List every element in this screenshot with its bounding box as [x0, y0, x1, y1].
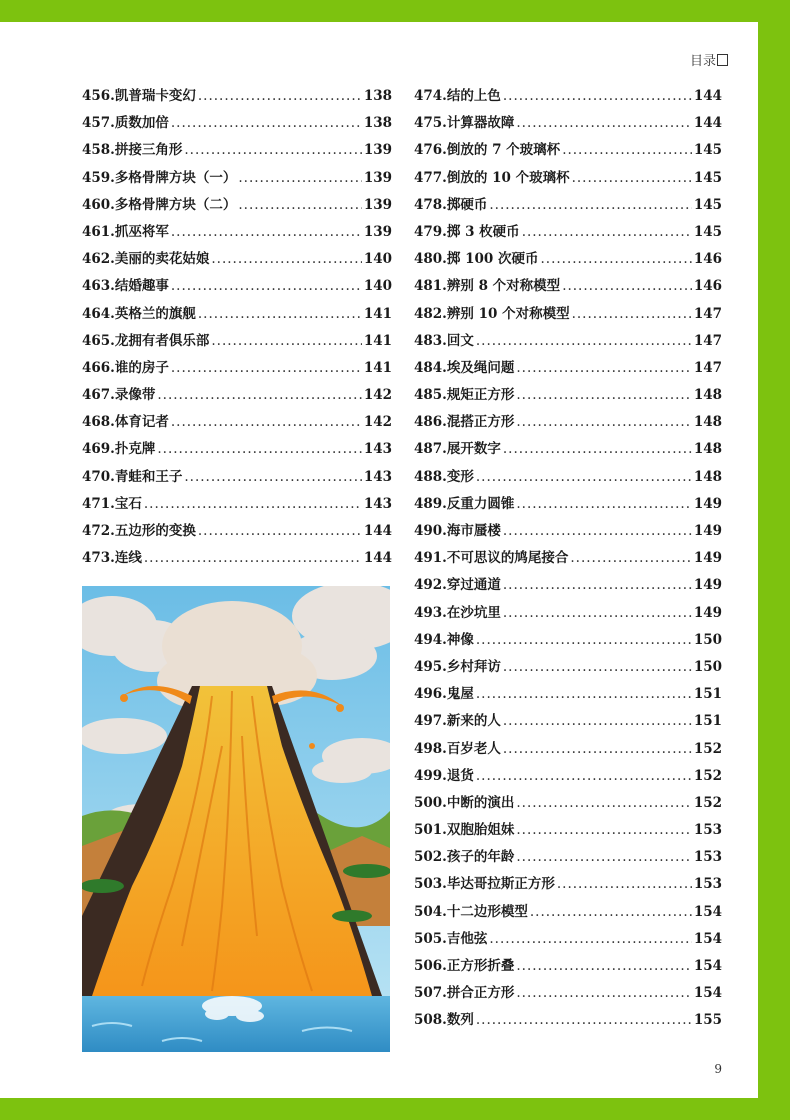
- toc-entry-page: 153: [693, 876, 722, 893]
- toc-entry-page: 150: [693, 631, 722, 648]
- toc-entry[interactable]: [414, 383, 722, 410]
- toc-entry-number: 456.: [82, 88, 115, 104]
- toc-entry-number: 504.: [414, 903, 447, 920]
- toc-leader-dots: [516, 387, 691, 403]
- toc-leader-dots: [516, 115, 691, 131]
- toc-entry-page: 140: [363, 278, 392, 295]
- toc-entry-number: 466.: [82, 359, 115, 376]
- toc-entry-page: 147: [693, 332, 722, 349]
- toc-entry-number: 472.: [82, 523, 115, 539]
- toc-entry[interactable]: [414, 628, 722, 655]
- toc-entry[interactable]: [82, 383, 392, 410]
- toc-leader-dots: [503, 523, 692, 539]
- toc-leader-dots: [171, 224, 362, 240]
- toc-entry-number: 479.: [414, 223, 447, 240]
- toc-leader-dots: [476, 768, 692, 784]
- toc-entry-title: 鬼屋: [446, 686, 474, 703]
- toc-entry-number: 487.: [414, 441, 447, 458]
- toc-leader-dots: [476, 632, 692, 648]
- page: [0, 22, 758, 1098]
- toc-entry-number: 488.: [414, 468, 447, 485]
- toc-entry[interactable]: [414, 546, 722, 573]
- section-header: [690, 50, 728, 69]
- toc-entry-title: 展开数字: [446, 441, 501, 458]
- toc-entry[interactable]: [414, 927, 722, 954]
- toc-entry-page: 154: [693, 958, 722, 974]
- toc-entry-page: 142: [363, 414, 392, 431]
- toc-entry-page: 149: [693, 577, 722, 594]
- toc-entry-page: 152: [693, 740, 722, 757]
- toc-entry[interactable]: [82, 356, 392, 383]
- toc-entry-page: 144: [363, 550, 392, 567]
- toc-entry-page: 144: [693, 115, 722, 132]
- toc-entry-number: 503.: [414, 876, 447, 893]
- toc-entry-title: 抓巫将军: [114, 223, 169, 240]
- toc-entry-number: 506.: [414, 958, 447, 974]
- toc-entry-title: 穿过通道: [446, 577, 501, 594]
- toc-leader-dots: [198, 306, 362, 322]
- toc-entry-number: 458.: [82, 142, 115, 159]
- toc-leader-dots: [476, 469, 692, 485]
- toc-entry[interactable]: [414, 954, 722, 981]
- toc-leader-dots: [503, 605, 692, 621]
- toc-entry-number: 474.: [414, 88, 447, 104]
- toc-entry-number: 465.: [82, 332, 115, 349]
- toc-leader-dots: [572, 306, 692, 322]
- toc-entry-title: 退货: [446, 767, 474, 784]
- toc-entry-page: 141: [363, 332, 392, 349]
- toc-entry-number: 464.: [82, 305, 115, 322]
- toc-leader-dots: [211, 333, 361, 349]
- toc-entry-title: 计算器故障: [446, 115, 515, 132]
- toc-entry[interactable]: [414, 573, 722, 600]
- toc-entry-page: 143: [363, 468, 392, 485]
- toc-leader-dots: [184, 142, 361, 158]
- toc-entry-title: 十二边形模型: [446, 903, 528, 920]
- toc-entry-number: 499.: [414, 767, 447, 784]
- toc-entry-page: 142: [363, 387, 392, 404]
- toc-leader-dots: [171, 360, 362, 376]
- toc-entry-number: 467.: [82, 387, 115, 404]
- toc-entry-page: 149: [693, 550, 722, 567]
- page-number: 9: [714, 1062, 722, 1076]
- toc-leader-dots: [530, 904, 692, 920]
- toc-leader-dots: [516, 360, 691, 376]
- toc-entry-page: 154: [693, 903, 722, 920]
- toc-leader-dots: [562, 278, 692, 294]
- toc-entry-number: 486.: [414, 414, 447, 431]
- toc-entry-number: 457.: [82, 115, 115, 132]
- toc-entry[interactable]: [82, 111, 392, 138]
- toc-entry[interactable]: [82, 546, 392, 573]
- toc-entry-title: 五边形的变换: [114, 523, 196, 539]
- toc-entry[interactable]: [82, 166, 392, 193]
- toc-entry-title: 数列: [446, 1012, 474, 1029]
- toc-entry-title: 正方形折叠: [446, 958, 515, 974]
- toc-entry-page: 151: [693, 686, 722, 703]
- toc-leader-dots: [211, 251, 361, 267]
- toc-leader-dots: [198, 523, 362, 539]
- toc-entry-title: 新来的人: [446, 713, 501, 730]
- toc-entry-number: 489.: [414, 495, 447, 512]
- toc-entry-page: 149: [693, 523, 722, 539]
- toc-entry-number: 481.: [414, 278, 447, 295]
- toc-entry[interactable]: [414, 220, 722, 247]
- toc-entry-title: 混搭正方形: [446, 414, 515, 431]
- toc-entry-number: 501.: [414, 822, 447, 839]
- toc-entry-title: 体育记者: [114, 414, 169, 431]
- toc-entry-title: 拼合正方形: [446, 985, 515, 1002]
- toc-entry-page: 143: [363, 441, 392, 458]
- toc-entry-title: 倒放的 7 个玻璃杯: [446, 142, 561, 159]
- toc-entry-page: 138: [363, 115, 392, 132]
- toc-entry-title: 不可思议的鸠尾接合: [446, 550, 569, 567]
- toc-leader-dots: [516, 958, 691, 974]
- toc-entry-page: 141: [363, 305, 392, 322]
- toc-entry-page: 151: [693, 713, 722, 730]
- toc-entry-number: 468.: [82, 414, 115, 431]
- toc-entry[interactable]: [82, 465, 392, 492]
- bookmark-icon: [717, 54, 728, 66]
- toc-leader-dots: [238, 170, 361, 186]
- toc-entry-page: 145: [693, 142, 722, 159]
- toc-entry[interactable]: [414, 900, 722, 927]
- toc-entry-title: 质数加倍: [114, 115, 169, 132]
- toc-entry-page: 146: [693, 278, 722, 295]
- toc-entry[interactable]: [82, 329, 392, 356]
- toc-entry-number: 470.: [82, 468, 115, 485]
- toc-entry[interactable]: [82, 138, 392, 165]
- toc-entry-page: 149: [693, 495, 722, 512]
- toc-entry[interactable]: [414, 193, 722, 220]
- toc-entry-title: 吉他弦: [446, 930, 488, 947]
- toc-entry-number: 498.: [414, 740, 447, 757]
- toc-entry-title: 连线: [114, 550, 142, 567]
- toc-leader-dots: [171, 115, 362, 131]
- toc-entry-page: 144: [363, 523, 392, 539]
- toc-entry-title: 多格骨牌方块（二）: [114, 196, 237, 213]
- toc-entry-title: 回文: [446, 332, 474, 349]
- toc-leader-dots: [476, 333, 692, 349]
- toc-leader-dots: [503, 577, 692, 593]
- toc-entry[interactable]: [414, 682, 722, 709]
- toc-leader-dots: [503, 741, 692, 757]
- toc-entry[interactable]: [414, 111, 722, 138]
- toc-entry[interactable]: [82, 302, 392, 329]
- toc-entry-number: 463.: [82, 278, 115, 295]
- toc-leader-dots: [184, 469, 361, 485]
- toc-entry-page: 139: [363, 196, 392, 213]
- toc-entry[interactable]: [414, 138, 722, 165]
- toc-entry[interactable]: [414, 737, 722, 764]
- toc-entry-number: 497.: [414, 713, 447, 730]
- toc-entry-title: 录像带: [114, 387, 156, 404]
- toc-entry[interactable]: [414, 981, 722, 1008]
- toc-entry-number: 483.: [414, 332, 447, 349]
- toc-entry-page: 153: [693, 849, 722, 866]
- toc-entry-number: 502.: [414, 849, 447, 866]
- toc-entry[interactable]: [414, 655, 722, 682]
- toc-leader-dots: [489, 197, 691, 213]
- toc-entry-title: 宝石: [114, 495, 142, 512]
- toc-right-column: [414, 84, 722, 1036]
- toc-entry-title: 毕达哥拉斯正方形: [446, 876, 555, 893]
- toc-entry-page: 140: [363, 251, 392, 268]
- toc-leader-dots: [503, 659, 692, 675]
- toc-leader-dots: [476, 686, 692, 702]
- toc-entry[interactable]: [414, 410, 722, 437]
- toc-leader-dots: [557, 876, 692, 892]
- toc-entry-number: 484.: [414, 359, 447, 376]
- toc-entry[interactable]: [414, 601, 722, 628]
- toc-entry-number: 460.: [82, 196, 115, 213]
- toc-entry-title: 多格骨牌方块（一）: [114, 169, 237, 186]
- toc-entry-number: 461.: [82, 223, 115, 240]
- toc-entry-page: 154: [693, 930, 722, 947]
- toc-entry-title: 结的上色: [446, 88, 501, 104]
- toc-entry-number: 477.: [414, 169, 447, 186]
- toc-entry[interactable]: [414, 492, 722, 519]
- toc-entry[interactable]: [414, 465, 722, 492]
- toc-entry-page: 139: [363, 223, 392, 240]
- toc-leader-dots: [516, 496, 691, 512]
- toc-entry-number: 493.: [414, 604, 447, 621]
- toc-entry-number: 462.: [82, 251, 115, 268]
- toc-entry[interactable]: [414, 1008, 722, 1035]
- toc-entry-title: 美丽的卖花姑娘: [114, 251, 210, 268]
- toc-entry[interactable]: [82, 492, 392, 519]
- toc-leader-dots: [516, 795, 691, 811]
- toc-leader-dots: [503, 713, 692, 729]
- toc-entry-page: 138: [363, 88, 392, 104]
- toc-entry[interactable]: [414, 356, 722, 383]
- toc-entry-page: 145: [693, 196, 722, 213]
- toc-entry-page: 148: [693, 387, 722, 404]
- toc-entry[interactable]: [82, 84, 392, 111]
- toc-entry-page: 154: [693, 985, 722, 1002]
- toc-entry-number: 473.: [82, 550, 115, 567]
- toc-leader-dots: [476, 1012, 692, 1028]
- toc-entry-title: 双胞胎姐妹: [446, 822, 515, 839]
- toc-entry-title: 辨别 10 个对称模型: [446, 305, 570, 322]
- toc-leader-dots: [516, 414, 691, 430]
- toc-entry-number: 494.: [414, 631, 447, 648]
- toc-leader-dots: [144, 496, 362, 512]
- toc-entry-title: 凯普瑞卡变幻: [114, 88, 196, 104]
- toc-leader-dots: [540, 251, 691, 267]
- toc-leader-dots: [503, 88, 692, 104]
- toc-leader-dots: [562, 142, 692, 158]
- toc-entry-page: 152: [693, 767, 722, 784]
- toc-entry-page: 141: [363, 359, 392, 376]
- toc-entry[interactable]: [82, 220, 392, 247]
- toc-entry-title: 中断的演出: [446, 794, 515, 811]
- toc-entry-page: 148: [693, 414, 722, 431]
- toc-entry[interactable]: [82, 437, 392, 464]
- toc-entry-page: 147: [693, 359, 722, 376]
- toc-entry[interactable]: [414, 818, 722, 845]
- toc-entry[interactable]: [414, 437, 722, 464]
- toc-leader-dots: [144, 550, 362, 566]
- toc-entry[interactable]: [414, 166, 722, 193]
- toc-entry-page: 149: [693, 604, 722, 621]
- toc-entry-number: 475.: [414, 115, 447, 132]
- toc-leader-dots: [570, 550, 691, 566]
- toc-leader-dots: [171, 414, 362, 430]
- toc-entry[interactable]: [82, 193, 392, 220]
- toc-leader-dots: [157, 387, 361, 403]
- toc-leader-dots: [171, 278, 362, 294]
- toc-leader-dots: [522, 224, 692, 240]
- toc-entry-page: 144: [693, 88, 722, 104]
- toc-entry[interactable]: [414, 519, 722, 546]
- toc-entry-title: 掷硬币: [446, 196, 488, 213]
- toc-entry[interactable]: [414, 247, 722, 274]
- toc-entry[interactable]: [414, 329, 722, 356]
- toc-entry-number: 492.: [414, 577, 447, 594]
- toc-entry-page: 148: [693, 468, 722, 485]
- toc-entry-title: 英格兰的旗舰: [114, 305, 196, 322]
- toc-entry-page: 139: [363, 142, 392, 159]
- section-title: 目录: [689, 54, 716, 69]
- toc-leader-dots: [516, 985, 691, 1001]
- toc-entry[interactable]: [414, 872, 722, 899]
- toc-entry[interactable]: [414, 274, 722, 301]
- toc-entry-title: 神像: [446, 631, 474, 648]
- toc-entry-title: 在沙坑里: [446, 604, 501, 621]
- toc-entry-page: 139: [363, 169, 392, 186]
- toc-entry-title: 反重力圆锥: [446, 495, 515, 512]
- toc-entry-page: 148: [693, 441, 722, 458]
- toc-entry-number: 469.: [82, 441, 115, 458]
- toc-entry-title: 青蛙和王子: [114, 468, 183, 485]
- toc-entry-title: 结婚趣事: [114, 278, 169, 295]
- toc-entry[interactable]: [414, 84, 722, 111]
- toc-leader-dots: [572, 170, 692, 186]
- toc-entry-page: 155: [693, 1012, 722, 1029]
- toc-entry-number: 490.: [414, 523, 447, 539]
- toc-entry-title: 乡村拜访: [446, 658, 501, 675]
- toc-entry-title: 孩子的年龄: [446, 849, 515, 866]
- toc-entry-page: 152: [693, 794, 722, 811]
- volcano-illustration: [82, 586, 390, 1052]
- toc-entry-page: 143: [363, 495, 392, 512]
- toc-left-column: [82, 84, 392, 573]
- toc-entry-title: 倒放的 10 个玻璃杯: [446, 169, 570, 186]
- toc-entry-page: 146: [693, 251, 722, 268]
- toc-entry-number: 507.: [414, 985, 447, 1002]
- toc-entry-number: 495.: [414, 658, 447, 675]
- toc-leader-dots: [198, 88, 362, 104]
- toc-entry[interactable]: [414, 791, 722, 818]
- toc-entry[interactable]: [414, 764, 722, 791]
- toc-entry-number: 471.: [82, 495, 115, 512]
- toc-entry-title: 埃及绳问题: [446, 359, 515, 376]
- toc-entry-number: 485.: [414, 387, 447, 404]
- toc-entry-number: 478.: [414, 196, 447, 213]
- toc-entry-title: 谁的房子: [114, 359, 169, 376]
- toc-entry-page: 145: [693, 223, 722, 240]
- toc-entry-number: 491.: [414, 550, 447, 567]
- toc-entry-title: 海市蜃楼: [446, 523, 501, 539]
- toc-entry-page: 145: [693, 169, 722, 186]
- toc-entry-title: 变形: [446, 468, 474, 485]
- toc-entry-number: 482.: [414, 305, 447, 322]
- toc-entry-page: 147: [693, 305, 722, 322]
- toc-entry-title: 辨别 8 个对称模型: [446, 278, 561, 295]
- toc-entry-number: 508.: [414, 1012, 447, 1029]
- toc-entry-title: 拼接三角形: [114, 142, 183, 159]
- toc-entry[interactable]: [414, 845, 722, 872]
- toc-entry[interactable]: [82, 274, 392, 301]
- toc-entry-title: 百岁老人: [446, 740, 501, 757]
- toc-leader-dots: [516, 849, 691, 865]
- toc-leader-dots: [238, 197, 361, 213]
- toc-entry-title: 掷 3 枚硬币: [446, 223, 520, 240]
- toc-leader-dots: [157, 441, 361, 457]
- toc-entry-page: 150: [693, 658, 722, 675]
- toc-leader-dots: [489, 931, 691, 947]
- toc-entry-title: 规矩正方形: [446, 387, 515, 404]
- toc-leader-dots: [516, 822, 691, 838]
- toc-entry-number: 476.: [414, 142, 447, 159]
- toc-leader-dots: [503, 441, 692, 457]
- toc-entry-title: 龙拥有者俱乐部: [114, 332, 210, 349]
- toc-entry-title: 掷 100 次硬币: [446, 251, 539, 268]
- toc-entry[interactable]: [414, 709, 722, 736]
- toc-entry-number: 459.: [82, 169, 115, 186]
- toc-entry[interactable]: [82, 247, 392, 274]
- toc-entry-number: 500.: [414, 794, 447, 811]
- toc-entry-title: 扑克牌: [114, 441, 156, 458]
- toc-entry-number: 480.: [414, 251, 447, 268]
- toc-entry[interactable]: [82, 519, 392, 546]
- toc-entry-page: 153: [693, 822, 722, 839]
- toc-entry[interactable]: [414, 302, 722, 329]
- toc-entry[interactable]: [82, 410, 392, 437]
- toc-entry-number: 496.: [414, 686, 447, 703]
- toc-entry-number: 505.: [414, 930, 447, 947]
